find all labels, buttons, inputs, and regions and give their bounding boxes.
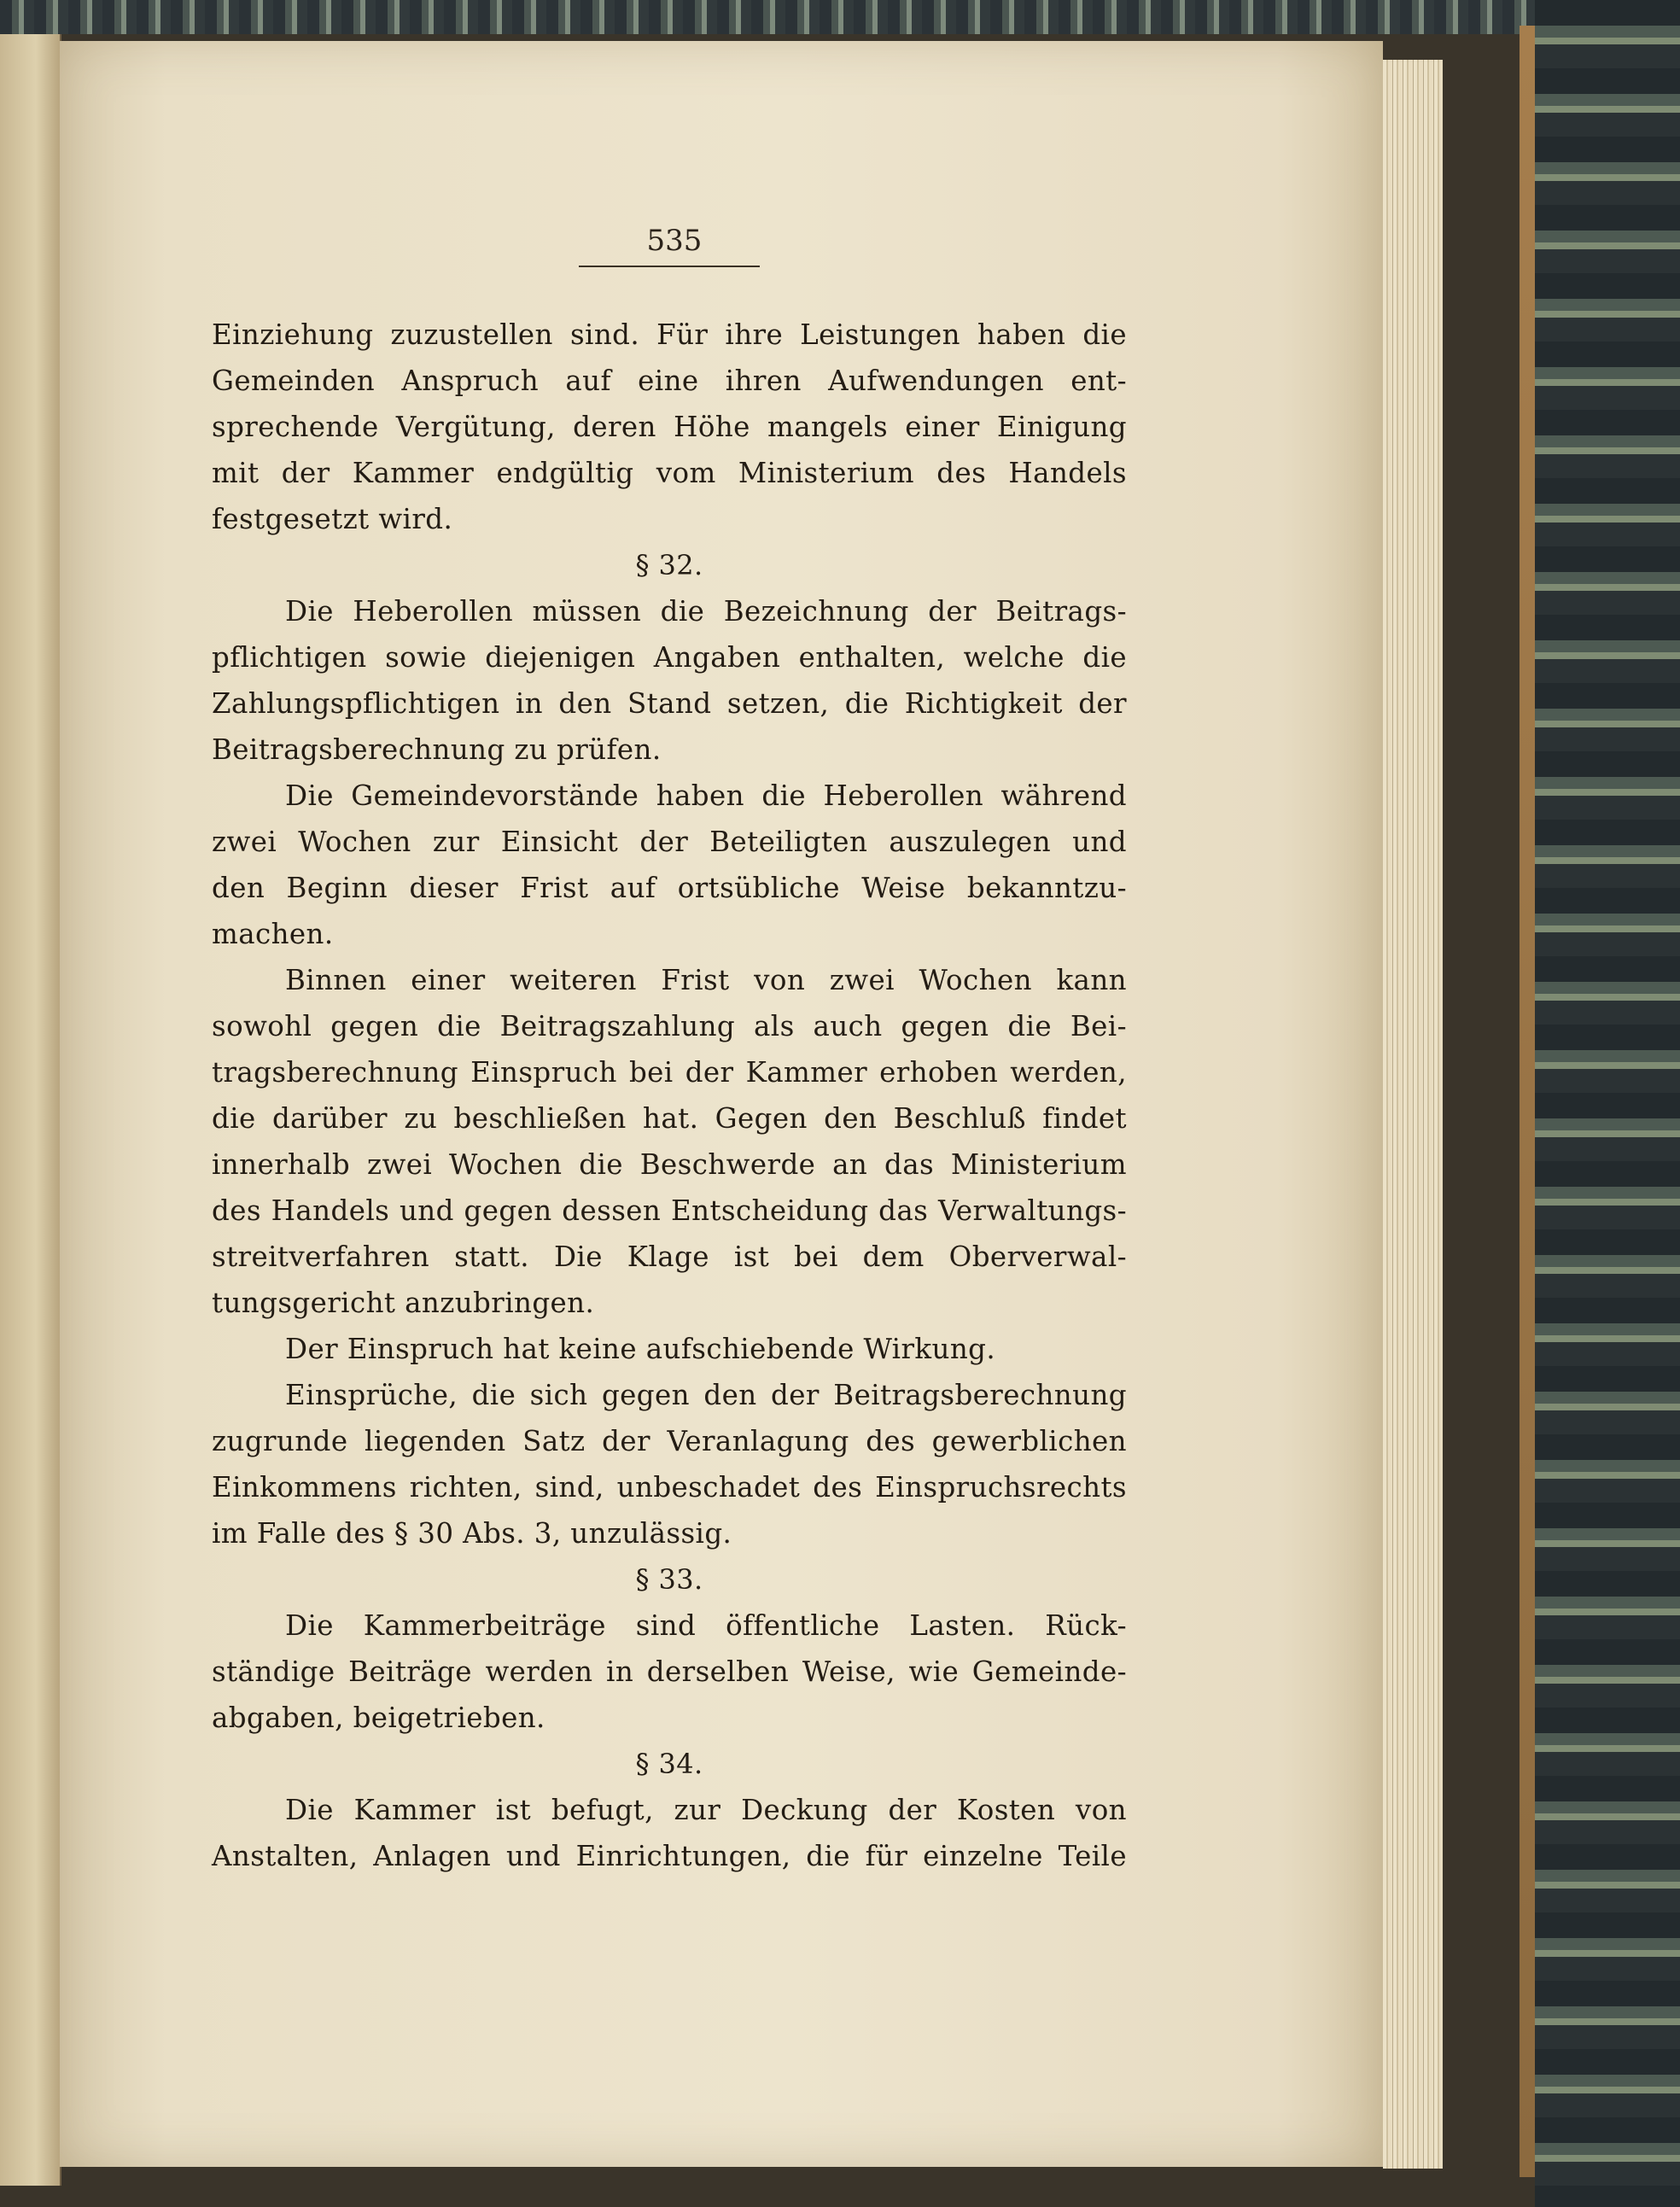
- text-line: die darüber zu beschließen hat. Gegen den Beschluß findet: [212, 1102, 1127, 1135]
- text-line: Zahlungspflichtigen in den Stand setzen, die Richtigkeit der: [212, 687, 1127, 720]
- text-line: zugrunde liegenden Satz der Veranlagung des gewerblichen: [212, 1425, 1127, 1457]
- text-line: Binnen einer weiteren Frist von zwei Wochen kann: [285, 964, 1127, 996]
- text-line: Einziehung zuzustellen sind. Für ihre Leistungen haben die: [212, 318, 1127, 351]
- text-line: tungsgericht anzubringen.: [212, 1287, 595, 1319]
- text-line: festgesetzt wird.: [212, 503, 453, 535]
- book-binding-top: [0, 0, 1680, 34]
- text-line: Einkommens richten, sind, unbeschadet des Einspruchsrechts: [212, 1471, 1127, 1503]
- page-stack-edges: [1383, 60, 1443, 2169]
- section-heading: § 34.: [635, 1748, 703, 1780]
- text-line: Beitragsberechnung zu prüfen.: [212, 733, 662, 766]
- text-line: machen.: [212, 918, 334, 950]
- page-number-rule: [579, 266, 760, 267]
- text-line: Anstalten, Anlagen und Einrichtungen, die für einzelne Teile: [212, 1840, 1127, 1872]
- text-line: Der Einspruch hat keine aufschiebende Wirkung.: [285, 1333, 996, 1365]
- text-line: zwei Wochen zur Einsicht der Beteiligten auszulegen und: [212, 826, 1127, 858]
- text-line: ständige Beiträge werden in derselben Weise, wie Gemeinde-: [212, 1655, 1127, 1688]
- text-line: sowohl gegen die Beitragszahlung als auch gegen die Bei-: [212, 1010, 1127, 1042]
- text-line: Die Heberollen müssen die Bezeichnung der Beitrags-: [285, 595, 1127, 628]
- facing-page-edge: [0, 34, 61, 2186]
- cover-spine-edge: [1520, 26, 1535, 2177]
- text-line: abgaben, beigetrieben.: [212, 1702, 545, 1734]
- text-line: innerhalb zwei Wochen die Beschwerde an das Ministerium: [212, 1148, 1127, 1181]
- text-line: sprechende Vergütung, deren Höhe mangels einer Einigung: [212, 411, 1127, 443]
- section-heading: § 33.: [635, 1563, 703, 1596]
- text-line: Die Kammer ist befugt, zur Deckung der Kosten von: [285, 1794, 1127, 1826]
- text-line: tragsberechnung Einspruch bei der Kammer erhoben werden,: [212, 1056, 1127, 1089]
- text-line: des Handels und gegen dessen Entscheidung das Verwaltungs-: [212, 1194, 1127, 1227]
- page-number: 535: [646, 224, 703, 258]
- text-line: den Beginn dieser Frist auf ortsübliche Weise bekanntzu-: [212, 872, 1127, 904]
- text-line: Einsprüche, die sich gegen den der Beitragsberechnung: [285, 1379, 1127, 1411]
- section-heading: § 32.: [635, 549, 703, 581]
- text-line: Die Gemeindevorstände haben die Heberollen während: [285, 779, 1127, 812]
- text-line: streitverfahren statt. Die Klage ist bei dem Oberverwal-: [212, 1241, 1127, 1273]
- text-line: im Falle des § 30 Abs. 3, unzulässig.: [212, 1517, 732, 1550]
- page-body-text: [212, 312, 1127, 1879]
- text-line: mit der Kammer endgültig vom Ministerium des Handels: [212, 457, 1127, 489]
- marbled-cover: [1535, 0, 1680, 2207]
- text-line: pflichtigen sowie diejenigen Angaben enthalten, welche die: [212, 641, 1127, 674]
- text-line: Gemeinden Anspruch auf eine ihren Aufwendungen ent-: [212, 365, 1127, 397]
- text-line: Die Kammerbeiträge sind öffentliche Lasten. Rück-: [285, 1609, 1127, 1642]
